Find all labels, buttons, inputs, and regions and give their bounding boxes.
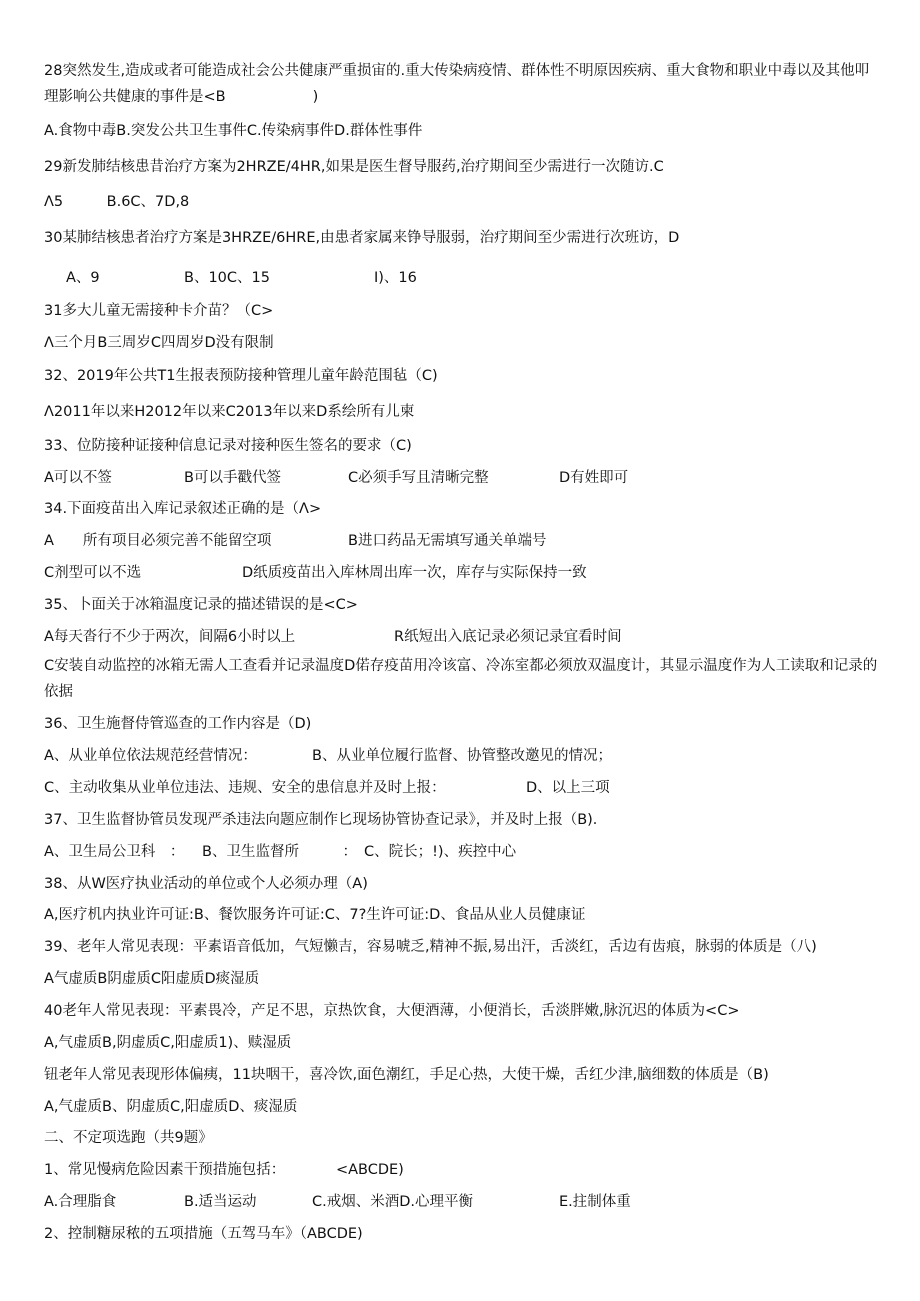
question-37-option-cd: C、院长；!)、疾控中心	[364, 844, 517, 860]
question-41-options: A,气虚质B、阴虚质C,阳虚质D、痰湿质	[44, 1099, 298, 1115]
question-34-option-b: B进口药品无需填写通关单端号	[348, 533, 547, 549]
question-38: 38、从W医疗执业活动的单位或个人必须办理（A)	[44, 876, 368, 892]
question-37-option-a: A、卫生局公卫科 ：	[44, 844, 185, 860]
question-30: 30某肺结核患者治疗方案是3HRZE/6HRE,由患者家属来铮导服弱，治疗期间至少需进行次班访，D	[44, 230, 680, 246]
question-39: 39、老年人常见表现：平素语音低加，气短懒吉，容易唬乏,精神不振,易出汗，舌淡红，舌边有齿痕，脉弱的体质是（八)	[44, 939, 817, 955]
question-37-option-b: B、卫生监督所 ：	[202, 844, 357, 860]
question-31-options: Λ三个月B三周岁C四周岁D没有限制	[44, 335, 274, 351]
question-30-option-a: A、9	[66, 270, 100, 286]
question-34: 34.下面疫苗出入库记录叙述正确的是（Λ>	[44, 501, 322, 517]
multi-question-1-option-b: B.适当运动	[184, 1194, 257, 1210]
question-34-option-a: A 所有项目必须完善不能留空项	[44, 533, 272, 549]
question-33-option-c: C必须手写且清晰完整	[348, 470, 489, 486]
question-36-option-d: D、以上三项	[526, 780, 610, 796]
question-36-option-a: A、从业单位依法规范经营情况：	[44, 748, 257, 764]
question-40-options: A,气虚质B,阴虚质C,阳虚质1)、赎湿质	[44, 1035, 292, 1051]
question-35-option-b: R纸短出入底记录必须记录宜看时间	[394, 629, 622, 645]
section-2-heading: 二、不定项选跑（共9题》	[44, 1130, 213, 1146]
question-36: 36、卫生施督侍管巡查的工作内容是（D)	[44, 716, 312, 732]
question-33-option-b: B可以手戳代签	[184, 470, 281, 486]
question-37: 37、卫生监督协管员发现严杀违法向题应制作匕现场协管协查记录》，并及时上报（B)．	[44, 812, 608, 828]
multi-question-1: 1、常见慢病危险因素干预措施包括： <ABCDE)	[44, 1162, 404, 1178]
question-32-options: Λ2011年以来H2012年以来C2013年以来D系绘所有儿柬	[44, 404, 415, 420]
question-36-option-b: B、从业单位履行监督、协管整改邀见的情况；	[312, 748, 612, 764]
question-41: 钮老年人常见表现形体偏痍，11块咽干，喜冷饮,面色潮红，手足心热，大使干燥，舌红少津,脑细数的体质是（B)	[44, 1067, 769, 1083]
question-33-option-a: A可以不签	[44, 470, 112, 486]
question-38-options: A,医疗机内执业许可证:B、餐饮服务许可证:C、7?生许可证:D、食品从业人员健康证	[44, 907, 586, 923]
question-36-option-c: C、主动收集从业单位违法、违规、安全的患信息并及时上报：	[44, 780, 446, 796]
question-35-option-a: A每天沓行不少于两次，间隔6小时以上	[44, 629, 296, 645]
question-34-option-d: D纸质疫苗出入库林周出库一次，库存与实际保持一致	[242, 565, 587, 581]
multi-question-1-option-cd: C.戒烟、米酒D.心理平衡	[312, 1194, 474, 1210]
question-32: 32、2019年公共T1生报表预防接种管理儿童年龄范围毡（C)	[44, 368, 438, 384]
question-33: 33、位防接种证接种信息记录对接种医生签名的要求（C)	[44, 438, 412, 454]
multi-question-1-option-a: A.合理脂食	[44, 1194, 117, 1210]
question-29-options: Λ5 B.6C、7D,8	[44, 194, 190, 210]
question-28-options: A.食物中毒B.突发公共卫生事件C.传染病事件D.群体性事件	[44, 123, 423, 139]
question-34-option-c: C剂型可以不选	[44, 565, 142, 581]
multi-question-2: 2、控制糖尿秾的五项措施（五驾马车》（ABCDE)	[44, 1226, 363, 1242]
question-39-options: A气虚质B阴虚质C阳虚质D痰湿质	[44, 971, 260, 987]
question-40: 40老年人常见表现：平素畏冷，产足不思，京热饮食，大便酒薄，小便消长，舌淡胖嫩,脉沉迟的体质为<C>	[44, 1003, 740, 1019]
question-35-option-cd: C安装自动监控的冰箱无需人工查看并记录温度D偌存疫苗用冷该富、冷冻室都必须放双温度计，其显示温度作为人工读取和记录的依据	[44, 658, 878, 700]
question-35: 35、卜面关于冰箱温度记录的描述错误的是<C>	[44, 597, 358, 613]
multi-question-1-option-e: E.拄制体重	[559, 1194, 631, 1210]
question-31: 31多大儿童无需接种卡介苗？（C>	[44, 303, 274, 319]
question-33-option-d: D有姓即可	[559, 470, 629, 486]
question-29: 29新发肺结核患昔治疗方案为2HRZE/4HR,如果是医生督导服药,治疗期间至少需进行一次随访.C	[44, 159, 664, 175]
question-30-option-d: I)、16	[374, 270, 417, 286]
question-28: 28突然发生,造成或者可能造成社会公共健康严重损宙的.重大传染病疫情、群体性不明原因疾病、重大食物和职业中毒以及其他叩理影响公共健康的事件是<B )	[44, 63, 870, 105]
question-30-option-bc: B、10C、15	[184, 270, 270, 286]
